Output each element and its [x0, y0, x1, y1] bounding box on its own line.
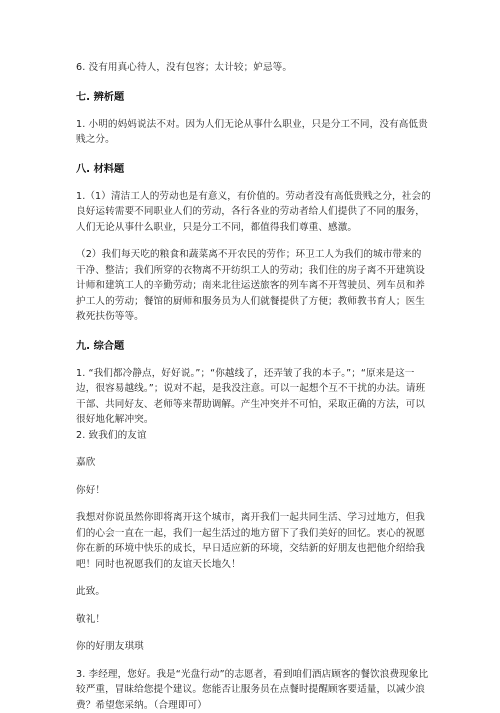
section-8-answer-2: （2）我们每天吃的粮食和蔬菜离不开农民的劳作；环卫工人为我们的城市带来的干净、整洁；我们所穿的衣物离不开纺织工人的劳动；我们住的房子离不开建筑设计师和建筑工人的辛勤劳动；南来北往运送旅客的列车离不开驾驶员、列车员和养护工人的劳动；餐馆的厨师和服务员为人们就餐提供了方便；教师教书育人；医生救死扶伤等等。: [76, 247, 431, 325]
letter-greeting: 你好！: [76, 483, 431, 499]
section-7-heading: 七. 辨析题: [76, 90, 431, 105]
answer-6: 6. 没有用真心待人，没有包容；太计较；妒忌等。: [76, 60, 431, 76]
section-9-answer-1: 1. “我们都冷静点，好好说。”；“你越线了，还弄皱了我的本子。”；“原来是这一边，很容易越线。”；说对不起，是我没注意。可以一起想个互不干扰的办法。请班干部、共同好友、老师等来帮助调解。产生冲突并不可怕，采取正确的方法，可以很好地化解冲突。: [76, 366, 431, 428]
section-9-heading: 九. 综合题: [76, 339, 431, 354]
letter-salute: 敬礼！: [76, 612, 431, 628]
section-7-answer-1: 1. 小明的妈妈说法不对。因为人们无论从事什么职业，只是分工不同，没有高低贵贱之分。: [76, 117, 431, 148]
letter-signature: 你的好朋友琪琪: [76, 639, 431, 655]
section-9-answer-3: 3. 李经理，您好。我是“光盘行动”的志愿者，看到咱们酒店顾客的餐饮浪费现象比较严重，冒昧给您提个建议。您能否让服务员在点餐时提醒顾客要适量，以减少浪费？希望您采纳。（合理即可）: [76, 667, 431, 713]
letter-body: 我想对你说虽然你即将离开这个城市，离开我们一起共同生活、学习过地方，但我们的心会一直在一起，我们一起生活过的地方留下了我们美好的回忆。衷心的祝愿你在新的环境中快乐的成长，早日适应新的环境，交结新的好朋友也把他介绍给我吧！同时也祝愿我们的友谊天长地久！: [76, 510, 431, 572]
letter-closing: 此致。: [76, 584, 431, 600]
section-8-heading: 八. 材料题: [76, 162, 431, 177]
document-page: [76, 60, 431, 713]
section-9-answer-2-title: 2. 致我们的友谊: [76, 428, 431, 444]
section-8-answer-1: 1.（1）清洁工人的劳动也是有意义，有价值的。劳动者没有高低贵贱之分，社会的良好运转需要不同职业人们的劳动，各行各业的劳动者给人们提供了不同的服务，人们无论从事什么职业，只是分工不同，都值得我们尊重、感激。: [76, 189, 431, 236]
letter-recipient: 嘉欣: [76, 455, 431, 471]
